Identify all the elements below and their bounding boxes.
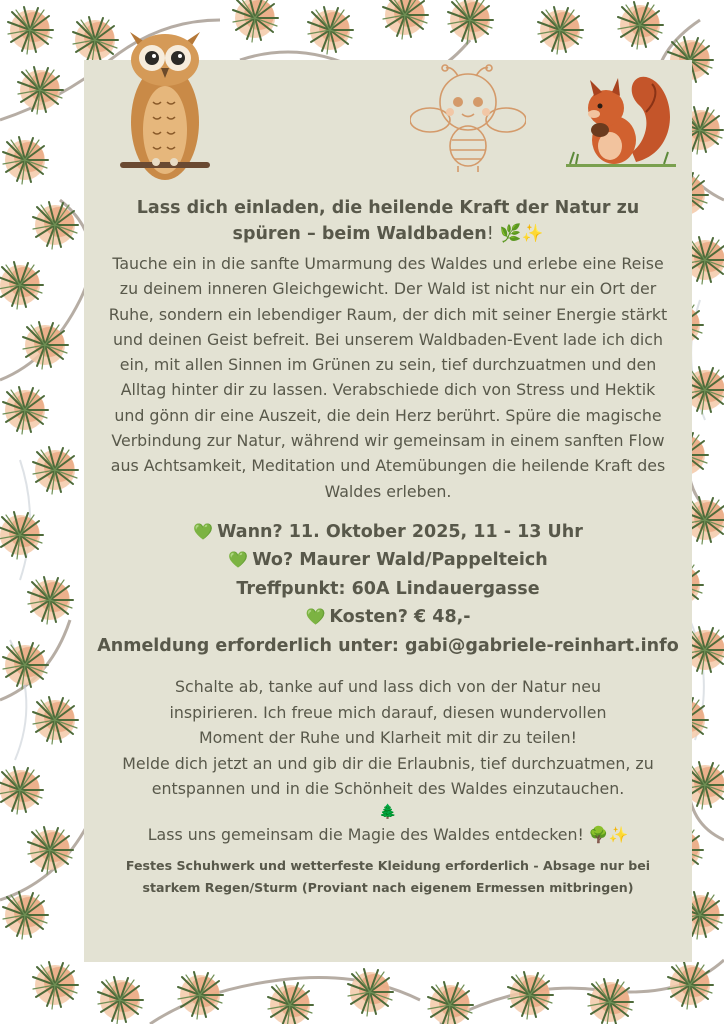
detail-registration[interactable]: Anmeldung erforderlich unter: gabi@gabriele-reinhart.info	[97, 635, 679, 656]
where-text: Wo? Maurer Wald/Pappelteich	[252, 550, 548, 571]
magic-line	[92, 822, 684, 847]
detail-when	[92, 518, 684, 547]
intro-paragraph: Tauche ein in die sanfte Umarmung des Waldes und erlebe eine Reise zu deinem inneren Gleichgewicht. Der Wald ist nicht nur ein Ort der Ruhe, sondern ein lebendiger Raum, der dich mit seiner Energie stärkt und deinen Geist befreit. Bei unserem Waldbaden-Event lade ich dich ein, mit allen Sinnen im Grünen zu sein, tief durchzuatmen und den Alltag hinter dir zu lassen. Verabschiede dich von Stress und Hektik und gönn dir eine Auszeit, die dein Herz berührt. Spüre die magische Verbindung zur Natur, während wir gemeinsam in einem sanften Flow aus Achtsamkeit, Meditation und Atemübungen die heilende Kraft des Waldes erleben.	[108, 254, 668, 501]
closing-paragraph-2: Melde dich jetzt an und gib dir die Erlaubnis, tief durchzuatmen, zu entspannen und in die Schönheit des Waldes einzutauchen.	[122, 753, 654, 799]
cost-text: Kosten? € 48,-	[329, 607, 471, 628]
green-heart-icon: 💚	[305, 607, 326, 627]
green-heart-icon: 💚	[193, 521, 214, 541]
closing-paragraph-1: Schalte ab, tanke auf und lass dich von der Natur neu inspirieren. Ich freue mich darauf, diesen wundervollen Moment der Ruhe und Klarheit mit dir zu teilen!	[169, 677, 607, 748]
detail-cost	[92, 603, 684, 632]
tree-sparkle-emoji: 🌳✨	[588, 824, 629, 844]
detail-where	[92, 546, 684, 575]
green-heart-icon: 💚	[228, 550, 249, 570]
event-details	[92, 518, 684, 661]
magic-text: Lass uns gemeinsam die Magie des Waldes entdecken!	[147, 824, 584, 844]
headline	[118, 195, 658, 247]
owl-illustration	[120, 12, 210, 187]
flyer-content	[92, 195, 684, 899]
when-text: Wann? 11. Oktober 2025, 11 - 13 Uhr	[217, 521, 583, 542]
detail-meeting-point: Treffpunkt: 60A Lindauergasse	[236, 578, 540, 599]
squirrel-illustration	[566, 72, 676, 172]
closing-section	[92, 674, 684, 847]
equipment-note: Festes Schuhwerk und wetterfeste Kleidung erforderlich - Absage nur bei starkem Regen/Sturm (Proviant nach eigenem Ermessen mitbringen)	[125, 857, 651, 895]
pine-tree-icon: 🌲	[379, 803, 397, 820]
headline-line2: spüren – beim Waldbaden	[232, 224, 487, 244]
bee-illustration	[410, 62, 526, 172]
herb-sparkle-emoji: 🌿✨	[499, 224, 544, 244]
headline-exclamation: !	[486, 224, 494, 244]
headline-line1: Lass dich einladen, die heilende Kraft der Natur zu	[136, 198, 640, 218]
